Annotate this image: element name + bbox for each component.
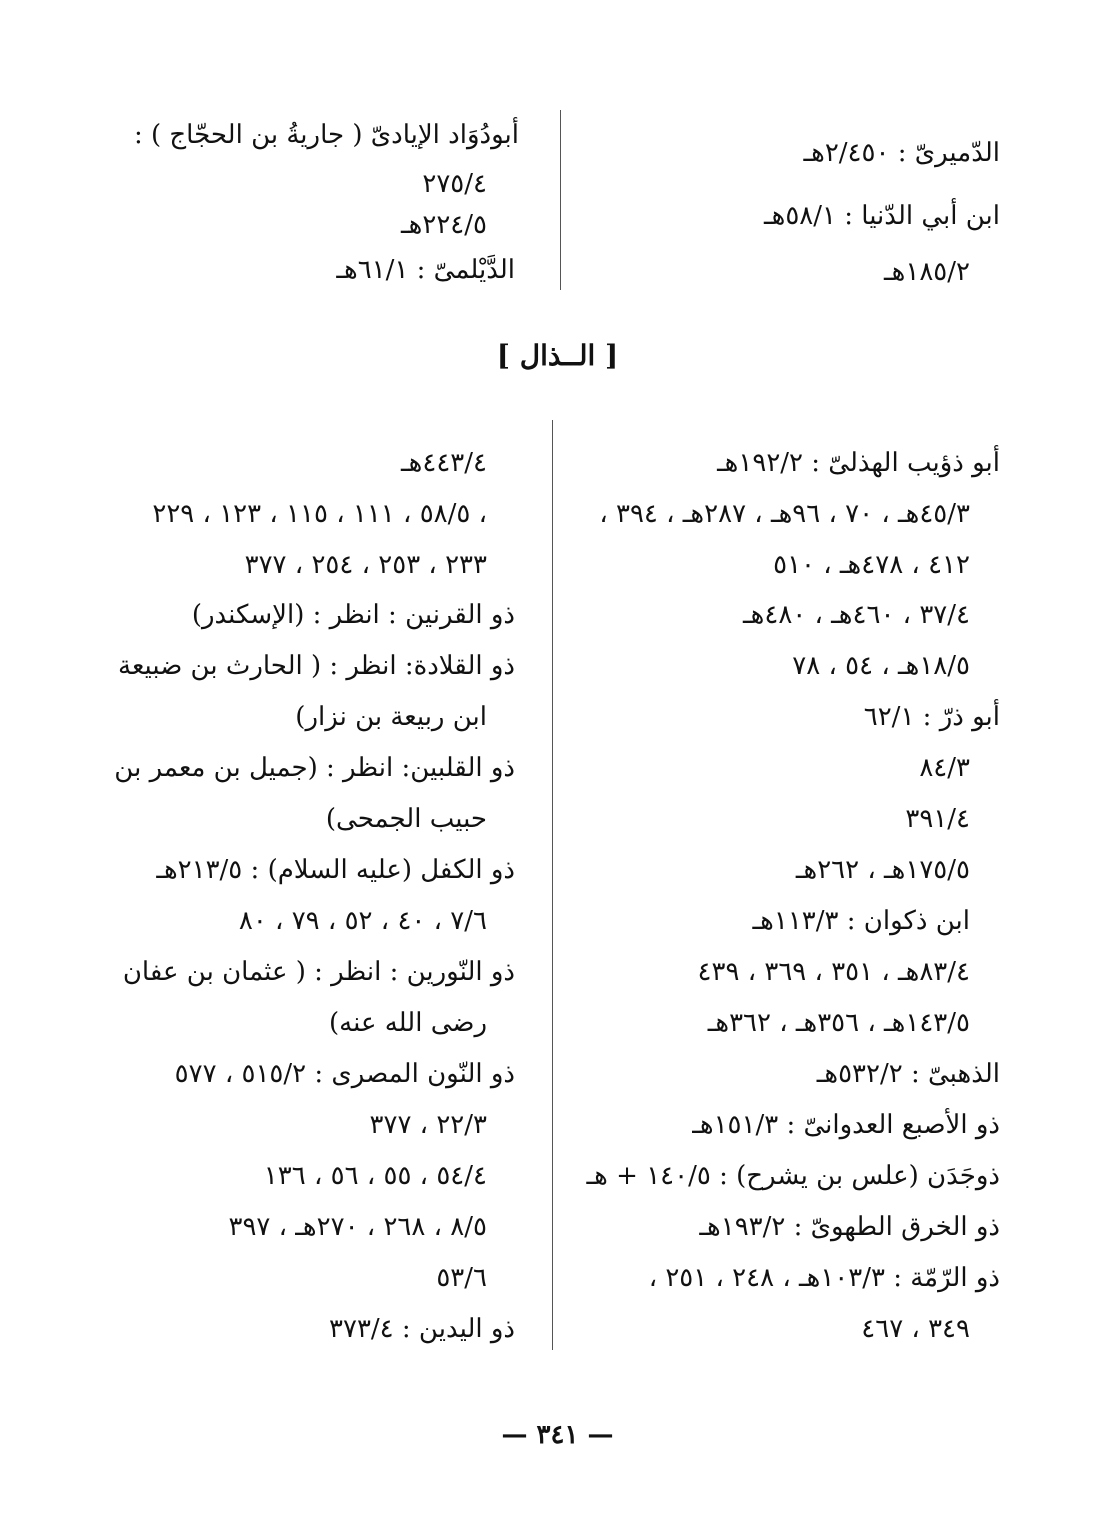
index-entry: ١٤٣/٥هـ ، ٣٥٦هـ ، ٣٦٢هـ	[707, 1008, 970, 1038]
index-entry: ذو القرنين : انظر : (الإسكندر)	[191, 600, 515, 630]
index-entry: أبودُوَاد الإيادىّ ( جاريةُ بن الحجّاج ) :	[133, 120, 519, 150]
index-entry: ذو الرّمّة : ١٠٣/٣هـ ، ٢٤٨ ، ٢٥١ ،	[648, 1263, 1000, 1293]
column-divider-main	[552, 420, 553, 1350]
index-entry: ٨/٥ ، ٢٦٨ ، ٢٧٠هـ ، ٣٩٧	[228, 1212, 487, 1242]
index-entry: ٥٨/٥ ، ١١١ ، ١١٥ ، ١٢٣ ، ٢٢٩ ،	[152, 499, 487, 529]
index-entry: ذو النّورين : انظر : ( عثمان بن عفان	[122, 957, 515, 987]
index-entry: ٤١٢ ، ٤٧٨هـ ، ٥١٠	[773, 550, 970, 580]
index-entry: ٣٧/٤ ، ٤٦٠هـ ، ٤٨٠هـ	[743, 600, 970, 630]
index-entry: ابن أبي الدّنيا : ٥٨/١هـ	[764, 201, 1000, 231]
page-number: — ٣٤١ —	[501, 1420, 614, 1450]
index-entry: ١٨٥/٢هـ	[884, 257, 970, 287]
index-entry: ٨٤/٣	[919, 753, 970, 783]
index-entry: رضى الله عنه)	[329, 1008, 487, 1038]
index-entry: ٢٢/٣ ، ٣٧٧	[369, 1110, 487, 1140]
index-entry: ابن ربيعة بن نزار)	[295, 702, 487, 732]
index-entry: ذو القلادة: انظر : ( الحارث بن ضبيعة	[118, 651, 515, 681]
index-entry: ذو الأصبع العدوانىّ : ١٥١/٣هـ	[692, 1110, 1000, 1140]
index-entry: ٧/٦ ، ٤٠ ، ٥٢ ، ٧٩ ، ٨٠	[238, 906, 487, 936]
section-heading: [ الــذال ]	[496, 339, 619, 372]
index-entry: حبيب الجمحى)	[325, 804, 487, 834]
index-entry: ابن ذكوان : ١١٣/٣هـ	[752, 906, 970, 936]
index-entry: ١٧٥/٥هـ ، ٢٦٢هـ	[795, 855, 970, 885]
index-entry: ٣٤٩ ، ٤٦٧	[861, 1314, 970, 1344]
index-entry: ٨٣/٤هـ ، ٣٥١ ، ٣٦٩ ، ٤٣٩	[697, 957, 970, 987]
index-entry: ذو القلبين: انظر : (جميل بن معمر بن	[114, 753, 515, 783]
index-entry: الدّميرىّ : ٢/٤٥٠هـ	[803, 138, 1000, 168]
index-entry: الذهبىّ : ٥٣٢/٢هـ	[816, 1059, 1000, 1089]
index-entry: ذو الكفل (عليه السلام) : ٢١٣/٥هـ	[156, 855, 515, 885]
index-entry: ٢٧٥/٤	[422, 169, 487, 199]
index-entry: أبو ذؤيب الهذلىّ : ١٩٢/٢هـ	[717, 448, 1000, 478]
index-entry: الدَّيْلمىّ : ٦١/١هـ	[336, 255, 515, 285]
index-entry: ٣٩١/٤	[905, 804, 970, 834]
column-divider-top	[560, 110, 561, 290]
index-entry: ٥٣/٦	[436, 1263, 487, 1293]
index-entry: ذو النّون المصرى : ٥١٥/٢ ، ٥٧٧	[174, 1059, 515, 1089]
index-entry: ذو اليدين : ٣٧٣/٤	[329, 1314, 515, 1344]
index-entry: ٤٤٣/٤هـ	[401, 448, 487, 478]
index-entry: ١٨/٥هـ ، ٥٤ ، ٧٨	[792, 651, 970, 681]
index-entry: ذوجَدَن (علس بن يشرح) : ١٤٠/٥ + هـ	[586, 1161, 1000, 1191]
index-entry: أبو ذرّ : ٦٢/١	[863, 702, 1000, 732]
index-entry: ٤٥/٣هـ ، ٧٠ ، ٩٦هـ ، ٢٨٧هـ ، ٣٩٤ ،	[599, 499, 970, 529]
index-entry: ذو الخرق الطهوىّ : ١٩٣/٢هـ	[699, 1212, 1000, 1242]
index-entry: ٢٣٣ ، ٢٥٣ ، ٢٥٤ ، ٣٧٧	[244, 550, 487, 580]
index-entry: ٥٤/٤ ، ٥٥ ، ٥٦ ، ١٣٦	[263, 1161, 487, 1191]
index-entry: ٢٢٤/٥هـ	[401, 210, 487, 240]
